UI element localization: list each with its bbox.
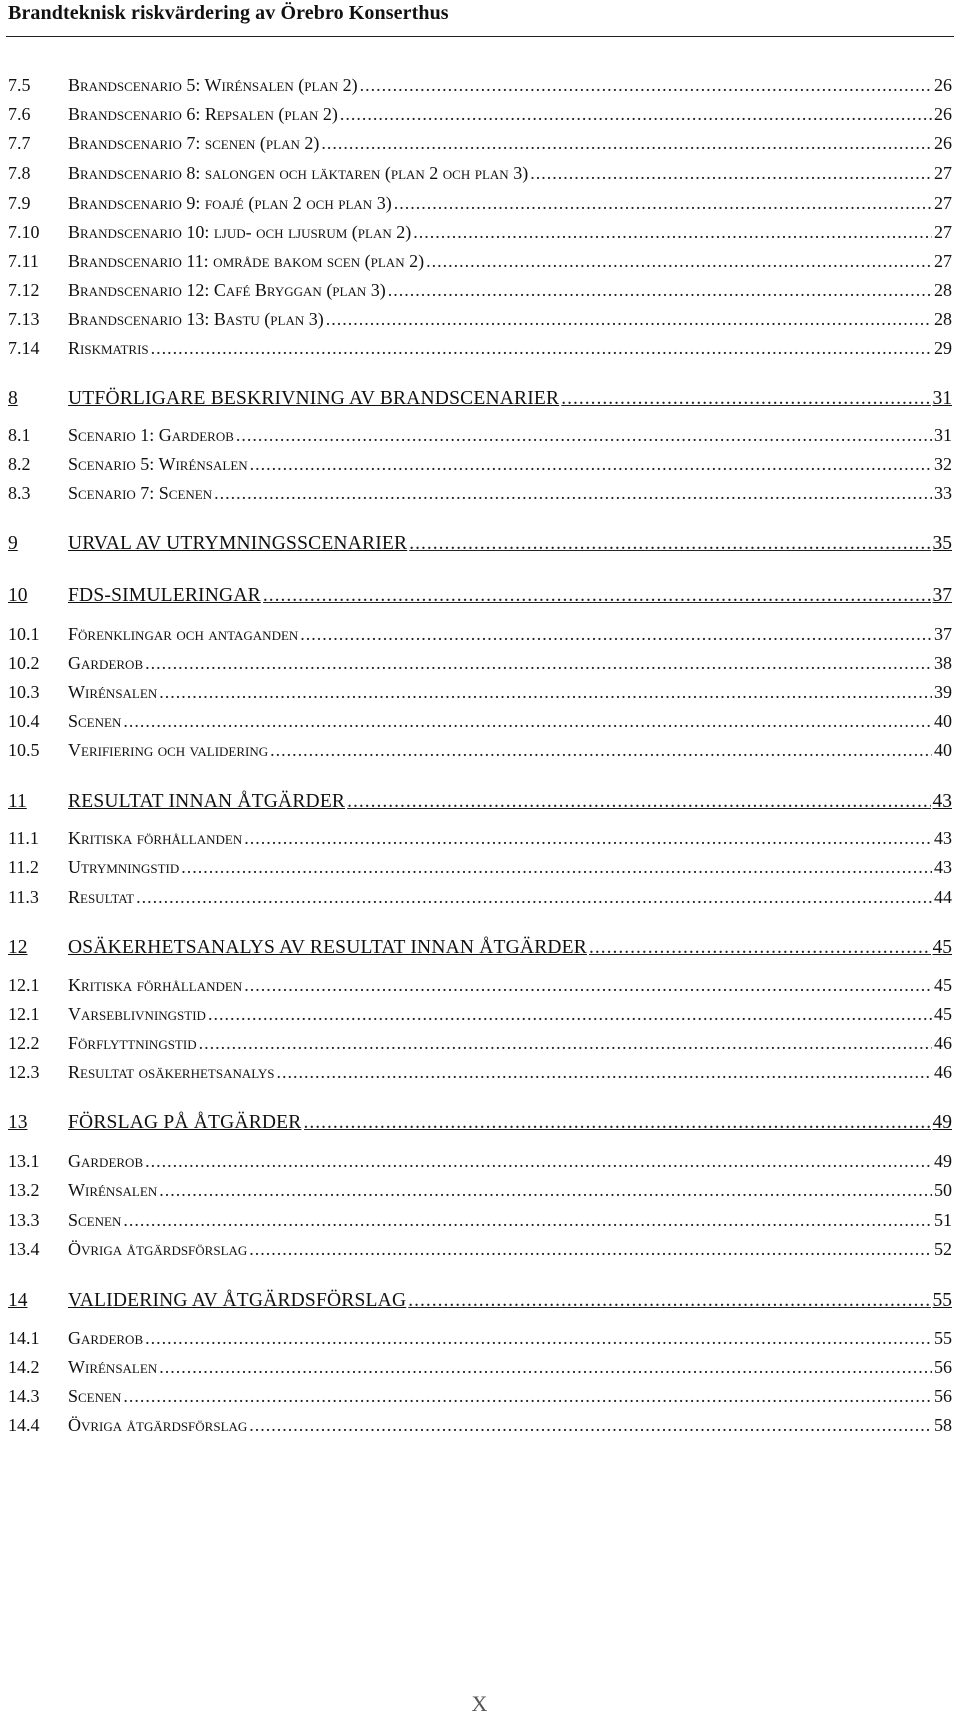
toc-entry-page: 26 (934, 104, 952, 124)
toc-section-entry[interactable] (8, 1323, 952, 1353)
toc-dot-leader (321, 128, 932, 158)
toc-entry-page: 52 (934, 1239, 952, 1259)
toc-entry-page: 46 (934, 1062, 952, 1082)
toc-entry-page: 33 (934, 483, 952, 503)
toc-section-entry[interactable] (8, 823, 952, 853)
toc-entry-title: Scenario 5: Wirénsalen (68, 454, 248, 474)
toc-entry-number: 7.5 (8, 75, 31, 95)
toc-entry-title: Kritiska förhållanden (68, 975, 243, 995)
toc-entry-title: Scenen (68, 1210, 122, 1230)
toc-entry-number: 7.6 (8, 104, 31, 124)
toc-entry-number: 7.11 (8, 251, 39, 271)
toc-section-entry[interactable] (8, 449, 952, 479)
toc-chapter-entry[interactable] (8, 529, 952, 559)
toc-entry-page: 38 (934, 653, 952, 673)
toc-dot-leader (199, 1028, 932, 1058)
toc-entry-page: 56 (934, 1357, 952, 1377)
toc-entry-page: 49 (934, 1151, 952, 1171)
toc-entry-title: UTFÖRLIGARE BESKRIVNING AV BRANDSCENARIER (68, 388, 560, 409)
toc-chapter-entry[interactable] (8, 1286, 952, 1316)
toc-entry-number: 13.3 (8, 1210, 40, 1230)
toc-entry-number: 10.3 (8, 682, 40, 702)
toc-entry-page: 43 (934, 857, 952, 877)
toc-entry-page: 29 (934, 338, 952, 358)
toc-entry-title: Resultat (68, 887, 135, 907)
toc-entry-number: 13.1 (8, 1151, 40, 1171)
toc-dot-leader (136, 882, 932, 912)
toc-entry-number: 14.3 (8, 1386, 40, 1406)
toc-entry-number: 14.1 (8, 1328, 40, 1348)
toc-chapter-entry[interactable] (8, 384, 952, 414)
toc-entry-number: 7.13 (8, 309, 40, 329)
toc-dot-leader (300, 619, 932, 649)
toc-dot-leader (145, 1146, 932, 1176)
toc-section-entry[interactable] (8, 1352, 952, 1382)
toc-entry-number: 10.4 (8, 711, 40, 731)
toc-entry-page: 45 (934, 1004, 952, 1024)
page-number: X (471, 1691, 489, 1716)
toc-entry-title: Scenen (68, 711, 122, 731)
toc-section-entry[interactable] (8, 1410, 952, 1440)
toc-entry-number: 8 (8, 388, 18, 409)
toc-entry-page: 51 (934, 1210, 952, 1230)
toc-entry-page: 27 (934, 193, 952, 213)
toc-entry-title: Kritiska förhållanden (68, 828, 243, 848)
toc-entry-number: 7.14 (8, 338, 40, 358)
toc-chapter-entry[interactable] (8, 933, 952, 963)
toc-section-entry[interactable] (8, 706, 952, 736)
toc-dot-leader (561, 384, 930, 414)
toc-dot-leader (145, 648, 932, 678)
toc-entry-number: 10.1 (8, 624, 40, 644)
toc-entry-page: 46 (934, 1033, 952, 1053)
toc-entry-page: 28 (934, 280, 952, 300)
toc-entry-title: Garderob (68, 1328, 144, 1348)
toc-section-entry[interactable] (8, 1381, 952, 1411)
toc-section-entry[interactable] (8, 99, 952, 129)
toc-dot-leader (263, 581, 931, 611)
toc-dot-leader (214, 478, 932, 508)
toc-dot-leader (249, 1410, 932, 1440)
toc-entry-number: 7.9 (8, 193, 31, 213)
toc-dot-leader (270, 735, 932, 765)
toc-dot-leader (159, 1175, 932, 1205)
toc-dot-leader (426, 246, 932, 276)
toc-entry-title: Scenario 7: Scenen (68, 483, 213, 503)
toc-entry-number: 7.8 (8, 163, 31, 183)
toc-entry-number: 7.12 (8, 280, 40, 300)
toc-dot-leader (181, 852, 932, 882)
toc-entry-number: 13 (8, 1112, 28, 1133)
toc-section-entry[interactable] (8, 246, 952, 276)
toc-entry-number: 11.1 (8, 828, 39, 848)
toc-chapter-entry[interactable] (8, 787, 952, 817)
toc-entry-number: 12.1 (8, 1004, 40, 1024)
toc-entry-page: 43 (932, 791, 952, 812)
toc-section-entry[interactable] (8, 70, 952, 100)
toc-entry-title: Brandscenario 9: foajé (plan 2 och plan 3) (68, 193, 392, 213)
toc-entry-page: 56 (934, 1386, 952, 1406)
toc-dot-leader (409, 529, 930, 559)
toc-dot-leader (360, 70, 932, 100)
toc-section-entry[interactable] (8, 677, 952, 707)
toc-entry-number: 8.1 (8, 425, 31, 445)
toc-entry-number: 12.3 (8, 1062, 40, 1082)
toc-section-entry[interactable] (8, 852, 952, 882)
toc-section-entry[interactable] (8, 128, 952, 158)
toc-entry-title: Wirénsalen (68, 682, 158, 702)
toc-entry-title: Brandscenario 10: ljud- och ljusrum (plan 2) (68, 222, 412, 242)
toc-dot-leader (208, 999, 932, 1029)
toc-dot-leader (408, 1286, 930, 1316)
toc-entry-title: Brandscenario 8: salongen och läktaren (plan 2 och plan 3) (68, 163, 529, 183)
toc-entry-title: Brandscenario 11: område bakom scen (plan 2) (68, 251, 425, 271)
toc-entry-title: Brandscenario 7: scenen (plan 2) (68, 133, 320, 153)
toc-entry-title: FÖRSLAG PÅ ÅTGÄRDER (68, 1112, 302, 1133)
toc-entry-page: 55 (932, 1290, 952, 1311)
toc-dot-leader (388, 275, 932, 305)
toc-entry-number: 10 (8, 585, 28, 606)
toc-dot-leader (347, 787, 930, 817)
toc-entry-page: 26 (934, 75, 952, 95)
toc-entry-number: 14.4 (8, 1415, 40, 1435)
toc-section-entry[interactable] (8, 1146, 952, 1176)
toc-entry-page: 58 (934, 1415, 952, 1435)
toc-entry-title: Brandscenario 13: Bastu (plan 3) (68, 309, 324, 329)
toc-entry-title: OSÄKERHETSANALYS AV RESULTAT INNAN ÅTGÄRDER (68, 937, 587, 958)
toc-entry-number: 14 (8, 1290, 28, 1311)
toc-entry-number: 11.3 (8, 887, 39, 907)
toc-entry-page: 35 (932, 533, 952, 554)
toc-entry-page: 27 (934, 163, 952, 183)
toc-entry-page: 27 (934, 222, 952, 242)
toc-entry-title: Riskmatris (68, 338, 149, 358)
toc-entry-page: 44 (934, 887, 952, 907)
toc-section-entry[interactable] (8, 970, 952, 1000)
toc-entry-page: 37 (934, 624, 952, 644)
toc-entry-page: 50 (934, 1180, 952, 1200)
toc-dot-leader (145, 1323, 932, 1353)
toc-entry-title: Förflyttningstid (68, 1033, 197, 1053)
toc-entry-page: 37 (932, 585, 952, 606)
toc-entry-number: 13.4 (8, 1239, 40, 1259)
toc-entry-number: 9 (8, 533, 18, 554)
toc-entry-page: 39 (934, 682, 952, 702)
toc-section-entry[interactable] (8, 1234, 952, 1264)
toc-entry-title: VALIDERING AV ÅTGÄRDSFÖRSLAG (68, 1290, 407, 1311)
toc-entry-title: Garderob (68, 653, 144, 673)
toc-entry-title: Garderob (68, 1151, 144, 1171)
toc-section-entry[interactable] (8, 619, 952, 649)
toc-dot-leader (413, 217, 932, 247)
toc-entry-number: 8.2 (8, 454, 31, 474)
toc-entry-number: 11.2 (8, 857, 39, 877)
toc-dot-leader (530, 158, 932, 188)
toc-entry-number: 8.3 (8, 483, 31, 503)
toc-entry-page: 27 (934, 251, 952, 271)
toc-entry-title: Resultat osäkerhetsanalys (68, 1062, 275, 1082)
toc-dot-leader (277, 1057, 932, 1087)
toc-dot-leader (244, 970, 932, 1000)
toc-dot-leader (123, 1381, 932, 1411)
toc-section-entry[interactable] (8, 1028, 952, 1058)
toc-entry-number: 12.1 (8, 975, 40, 995)
toc-section-entry[interactable] (8, 478, 952, 508)
toc-entry-title: Brandscenario 5: Wirénsalen (plan 2) (68, 75, 358, 95)
toc-entry-title: Wirénsalen (68, 1357, 158, 1377)
toc-section-entry[interactable] (8, 158, 952, 188)
toc-entry-number: 10.2 (8, 653, 40, 673)
toc-entry-title: Övriga åtgärdsförslag (68, 1239, 248, 1259)
toc-entry-number: 12 (8, 937, 28, 958)
toc-section-entry[interactable] (8, 735, 952, 765)
toc-dot-leader (249, 1234, 932, 1264)
toc-entry-title: Förenklingar och antaganden (68, 624, 299, 644)
toc-dot-leader (159, 677, 932, 707)
toc-chapter-entry[interactable] (8, 1108, 952, 1138)
toc-entry-title: Utrymningstid (68, 857, 180, 877)
toc-dot-leader (236, 420, 932, 450)
toc-entry-title: Övriga åtgärdsförslag (68, 1415, 248, 1435)
toc-dot-leader (159, 1352, 932, 1382)
toc-dot-leader (123, 706, 932, 736)
toc-section-entry[interactable] (8, 648, 952, 678)
toc-section-entry[interactable] (8, 1205, 952, 1235)
toc-entry-title: FDS-SIMULERINGAR (68, 585, 261, 606)
toc-section-entry[interactable] (8, 217, 952, 247)
toc-entry-title: Brandscenario 6: Repsalen (plan 2) (68, 104, 338, 124)
toc-entry-title: Varseblivningstid (68, 1004, 206, 1024)
toc-section-entry[interactable] (8, 188, 952, 218)
toc-entry-number: 12.2 (8, 1033, 40, 1053)
toc-entry-page: 40 (934, 711, 952, 731)
toc-entry-number: 10.5 (8, 740, 40, 760)
toc-dot-leader (394, 188, 932, 218)
toc-section-entry[interactable] (8, 882, 952, 912)
toc-entry-page: 55 (934, 1328, 952, 1348)
toc-entry-title: Scenario 1: Garderob (68, 425, 234, 445)
toc-entry-page: 31 (932, 388, 952, 409)
toc-entry-title: Verifiering och validering (68, 740, 269, 760)
toc-section-entry[interactable] (8, 1175, 952, 1205)
toc-entry-title: Wirénsalen (68, 1180, 158, 1200)
toc-dot-leader (589, 933, 931, 963)
toc-dot-leader (340, 99, 932, 129)
toc-entry-page: 49 (932, 1112, 952, 1133)
toc-section-entry[interactable] (8, 333, 952, 363)
toc-entry-page: 40 (934, 740, 952, 760)
toc-entry-page: 31 (934, 425, 952, 445)
toc-section-entry[interactable] (8, 420, 952, 450)
toc-entry-page: 28 (934, 309, 952, 329)
toc-dot-leader (326, 304, 932, 334)
toc-entry-number: 7.10 (8, 222, 40, 242)
toc-entry-number: 11 (8, 791, 27, 812)
toc-dot-leader (244, 823, 932, 853)
toc-entry-title: Scenen (68, 1386, 122, 1406)
toc-section-entry[interactable] (8, 275, 952, 305)
toc-entry-title: URVAL AV UTRYMNINGSSCENARIER (68, 533, 408, 554)
toc-entry-page: 32 (934, 454, 952, 474)
toc-entry-title: RESULTAT INNAN ÅTGÄRDER (68, 791, 346, 812)
toc-entry-page: 45 (934, 975, 952, 995)
toc-entry-page: 43 (934, 828, 952, 848)
toc-section-entry[interactable] (8, 999, 952, 1029)
toc-entry-page: 26 (934, 133, 952, 153)
page-header-title: Brandteknisk riskvärdering av Örebro Konserthus (8, 2, 449, 24)
toc-dot-leader (151, 333, 932, 363)
toc-dot-leader (304, 1108, 931, 1138)
toc-section-entry[interactable] (8, 1057, 952, 1087)
toc-entry-number: 13.2 (8, 1180, 40, 1200)
toc-section-entry[interactable] (8, 304, 952, 334)
toc-entry-number: 14.2 (8, 1357, 40, 1377)
toc-entry-number: 7.7 (8, 133, 31, 153)
toc-entry-page: 45 (932, 937, 952, 958)
toc-dot-leader (250, 449, 932, 479)
toc-dot-leader (123, 1205, 932, 1235)
toc-chapter-entry[interactable] (8, 581, 952, 611)
toc-entry-title: Brandscenario 12: Café Bryggan (plan 3) (68, 280, 386, 300)
